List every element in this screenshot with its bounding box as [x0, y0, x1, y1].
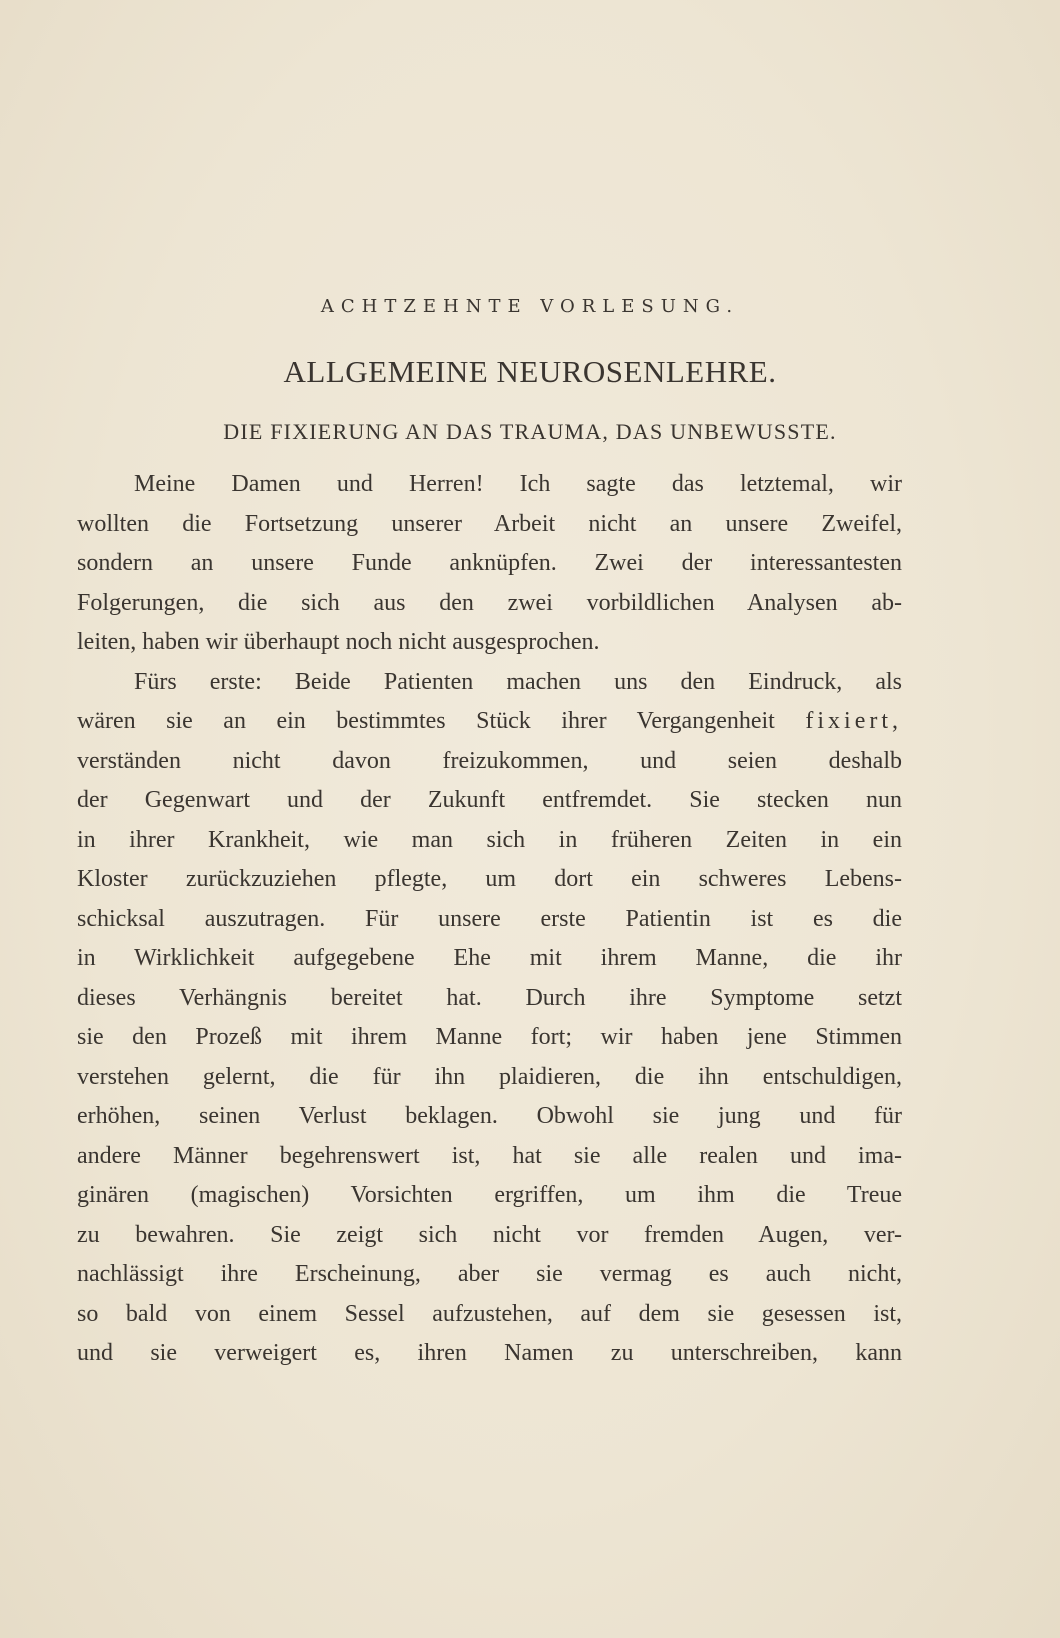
- text-line: dieses Verhängnis bereitet hat. Durch ihre Symptome setzt: [77, 984, 902, 1011]
- lecture-subtitle: DIE FIXIERUNG AN DAS TRAUMA, DAS UNBEWUSSTE.: [223, 419, 837, 444]
- text-line: in ihrer Krankheit, wie man sich in früheren Zeiten in ein: [77, 826, 902, 853]
- text-line: der Gegenwart und der Zukunft entfremdet. Sie stecken nun: [77, 787, 902, 813]
- text-line: schicksal auszutragen. Für unsere erste Patientin ist es die: [77, 905, 902, 932]
- text-segment: wären sie an ein bestimmtes Stück ihrer Vergangenheit: [77, 708, 775, 734]
- lecture-number: ACHTZEHNTE VORLESUNG.: [320, 296, 740, 317]
- text-line-with-emphasis: [77, 702, 902, 742]
- emphasis-fixiert: fixiert,: [805, 708, 902, 734]
- text-line: ginären (magischen) Vorsichten ergriffen, um ihm die Treue: [77, 1182, 902, 1208]
- text-line: und sie verweigert es, ihren Namen zu unterschreiben, kann: [77, 1340, 902, 1366]
- text-line: Folgerungen, die sich aus den zwei vorbildlichen Analysen ab-: [77, 589, 902, 616]
- text-line: andere Männer begehrenswert ist, hat sie alle realen und ima-: [77, 1142, 902, 1169]
- text-line: Fürs erste: Beide Patienten machen uns den Eindruck, als: [134, 668, 902, 695]
- text-line: nachlässigt ihre Erscheinung, aber sie vermag es auch nicht,: [77, 1261, 902, 1287]
- text-line: verstehen gelernt, die für ihn plaidieren, die ihn entschuldigen,: [77, 1063, 902, 1090]
- body-text: [77, 465, 902, 1374]
- text-line: leiten, haben wir überhaupt noch nicht ausgesprochen.: [77, 629, 600, 655]
- text-line: verständen nicht davon freizukommen, und seien deshalb: [77, 747, 902, 774]
- text-line: wollten die Fortsetzung unserer Arbeit nicht an unsere Zweifel,: [77, 510, 902, 537]
- text-line: Meine Damen und Herren! Ich sagte das letztemal, wir: [134, 471, 902, 497]
- lecture-title: ALLGEMEINE NEUROSENLEHRE.: [283, 354, 777, 389]
- text-line: in Wirklichkeit aufgegebene Ehe mit ihrem Manne, die ihr: [77, 945, 902, 971]
- text-line: sondern an unsere Funde anknüpfen. Zwei der interessantesten: [77, 550, 902, 576]
- text-line: so bald von einem Sessel aufzustehen, auf dem sie gesessen ist,: [77, 1300, 902, 1327]
- text-line: sie den Prozeß mit ihrem Manne fort; wir haben jene Stimmen: [77, 1024, 902, 1050]
- text-line: erhöhen, seinen Verlust beklagen. Obwohl sie jung und für: [77, 1103, 902, 1129]
- text-line: zu bewahren. Sie zeigt sich nicht vor fremden Augen, ver-: [77, 1221, 902, 1248]
- text-line: Kloster zurückzuziehen pflegte, um dort ein schweres Lebens-: [77, 866, 902, 892]
